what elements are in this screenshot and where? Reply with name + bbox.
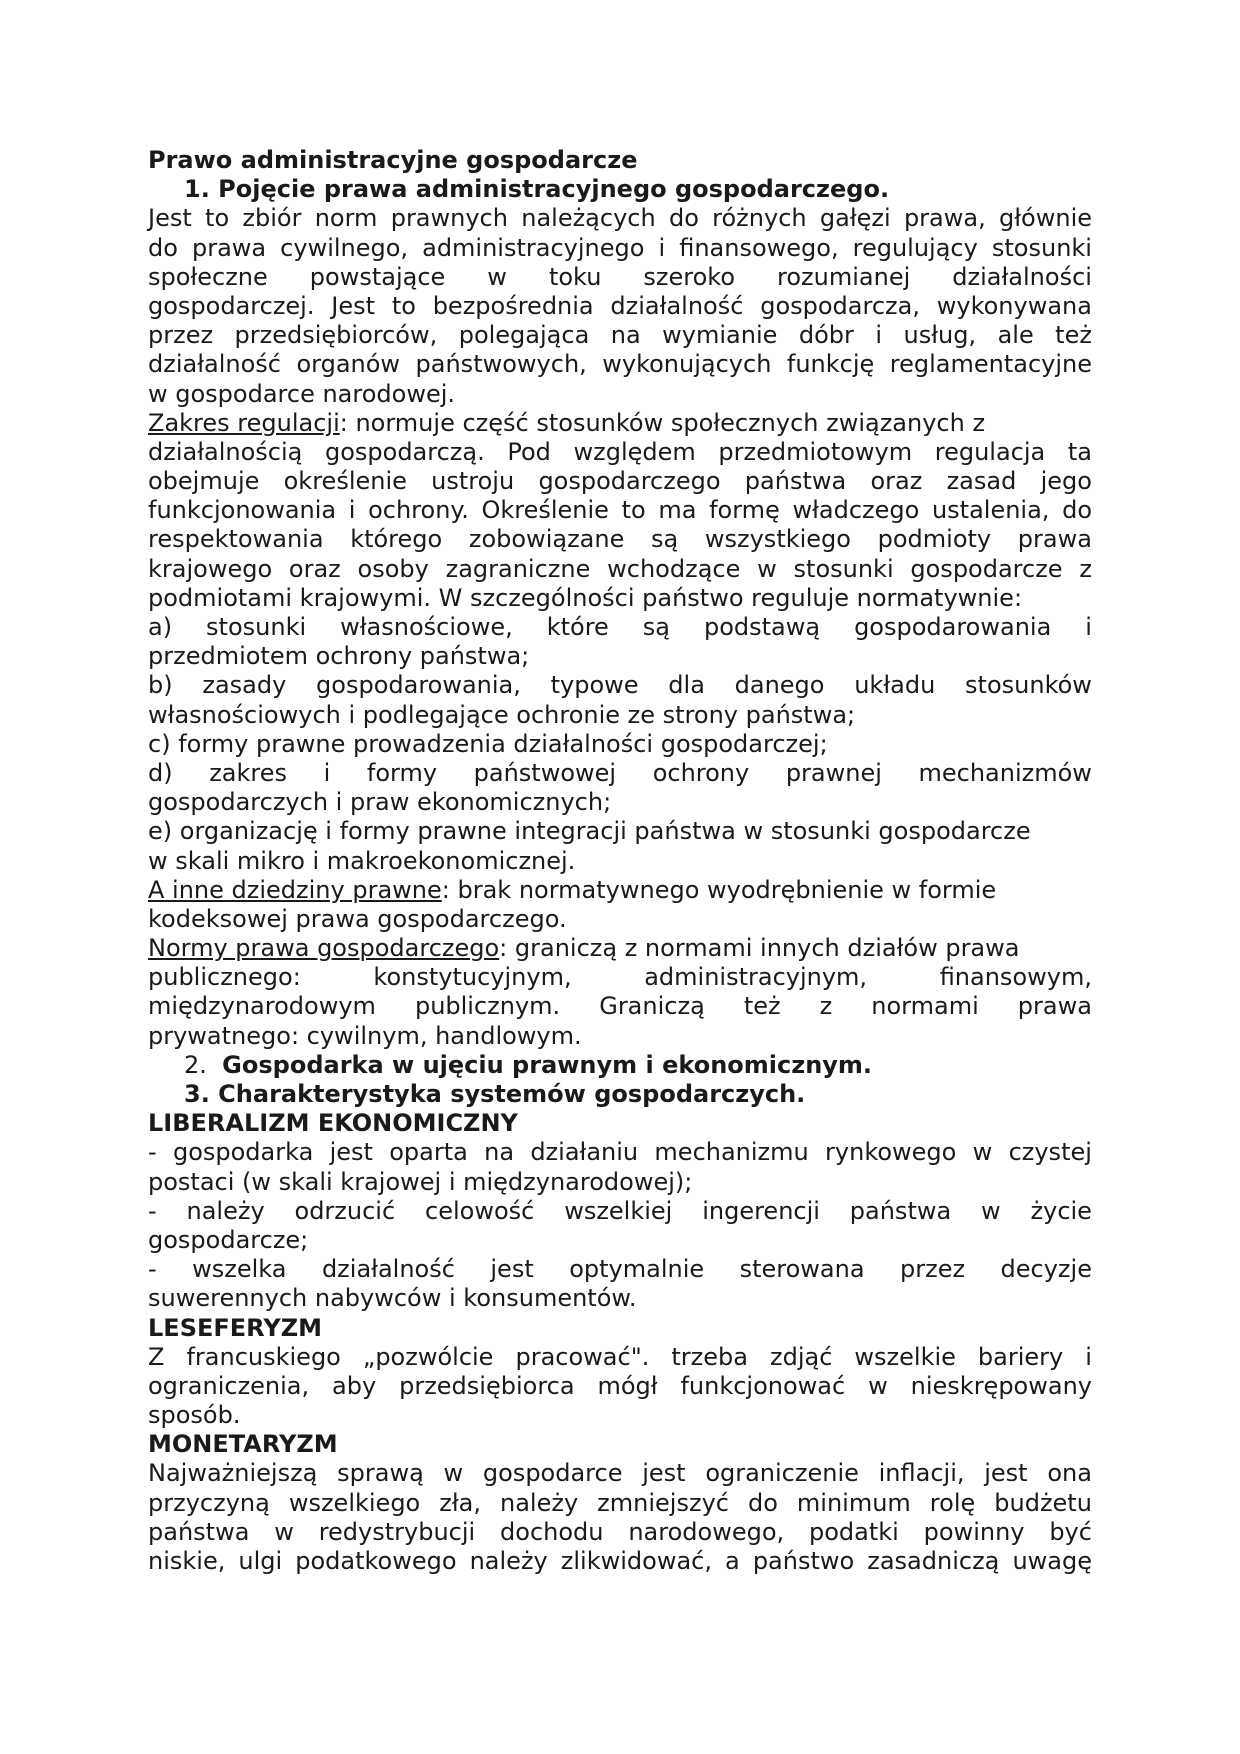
text-line: gospodarcze;	[148, 1225, 309, 1254]
text-line: kodeksowej prawa gospodarczego.	[148, 904, 567, 933]
list-item: gospodarczych i praw ekonomicznych;	[148, 788, 612, 817]
paragraph-inne	[148, 876, 1092, 934]
text-line: - wszelka działalność jest optymalnie sterowana przez decyzje	[148, 1255, 1092, 1284]
list-item: przedmiotem ochrony państwa;	[148, 642, 530, 671]
text-line: działalność organów państwowych, wykonujących funkcję reglamentacyjne	[148, 350, 1092, 379]
document-title: Prawo administracyjne gospodarcze	[148, 146, 638, 174]
text-line: przyczyną wszelkiego zła, należy zmniejszyć do minimum rolę budżetu	[148, 1488, 1092, 1517]
text-line: podmiotami krajowymi. W szczególności państwo reguluje normatywnie:	[148, 583, 1023, 612]
text-line	[148, 409, 1092, 438]
text-line: - należy odrzucić celowość wszelkiej ingerencji państwa w życie	[148, 1196, 1092, 1225]
liberalizm-section	[148, 1138, 1092, 1313]
paragraph-normy	[148, 934, 1092, 1051]
leseferyzm-title: LESEFERYZM	[148, 1313, 322, 1342]
normy-text: : graniczą z normami innych działów prawa	[499, 934, 1020, 963]
section-heading-2	[148, 1051, 1092, 1080]
text-line: obejmuje określenie ustroju gospodarczego państwa oraz zasad jego	[148, 467, 1092, 496]
zakres-label: Zakres regulacji	[148, 408, 340, 437]
text-line: postaci (w skali krajowej i międzynarodowej);	[148, 1167, 693, 1196]
text-line: działalnością gospodarczą. Pod względem przedmiotowym regulacja ta	[148, 437, 1092, 466]
inne-text: : brak normatywnego wyodrębnienie w formie	[441, 875, 997, 904]
list-item: b) zasady gospodarowania, typowe dla danego układu stosunków	[148, 671, 1092, 700]
text-line	[148, 934, 1092, 963]
paragraph-zakres	[148, 409, 1092, 613]
list-item: a) stosunki własnościowe, które są podstawą gospodarowania i	[148, 613, 1092, 641]
text-line: niskie, ulgi podatkowego należy zlikwidować, a państwo zasadniczą uwagę	[148, 1547, 1092, 1575]
zakres-text: : normuje część stosunków społecznych związanych z	[339, 408, 986, 437]
text-line: - gospodarka jest oparta na działaniu mechanizmu rynkowego w czystej	[148, 1138, 1092, 1167]
paragraph-definition	[148, 204, 1092, 408]
text-line: krajowego oraz osoby zagraniczne wchodzące w stosunki gospodarcze z	[148, 554, 1092, 583]
text-line: międzynarodowym publicznym. Graniczą też z normami prawa	[148, 992, 1092, 1021]
text-line: respektowania którego zobowiązane są wszystkiego podmioty prawa	[148, 525, 1092, 554]
text-line: ograniczenia, aby przedsiębiorca mógł funkcjonować w nieskrępowany	[148, 1371, 1092, 1400]
text-line: publicznego: konstytucyjnym, administracyjnym, finansowym,	[148, 963, 1092, 992]
list-item: c) formy prawne prowadzenia działalności gospodarczej;	[148, 729, 828, 758]
normy-label: Normy prawa gospodarczego	[148, 934, 500, 963]
text-line: funkcjonowania i ochrony. Określenie to ma formę władczego ustalenia, do	[148, 496, 1092, 525]
list-item: d) zakres i formy państwowej ochrony prawnej mechanizmów	[148, 758, 1092, 787]
text-line: sposób.	[148, 1401, 241, 1430]
text-line: przez przedsiębiorców, polegająca na wymianie dóbr i usług, ale też	[148, 321, 1092, 350]
text-line: w gospodarce narodowej.	[148, 379, 456, 408]
text-line	[148, 876, 1092, 905]
document-page	[148, 146, 1092, 1576]
text-line: Najważniejszą sprawą w gospodarce jest ograniczenie inflacji, jest ona	[148, 1459, 1092, 1488]
heading-2-text: Gospodarka w ujęciu prawnym i ekonomicznym.	[222, 1050, 873, 1079]
text-line: państwa w redystrybucji dochodu narodowego, podatki powinny być	[148, 1517, 1092, 1546]
text-line: Jest to zbiór norm prawnych należących do różnych gałęzi prawa, głównie	[148, 204, 1092, 233]
text-line: gospodarczej. Jest to bezpośrednia działalność gospodarcza, wykonywana	[148, 291, 1092, 320]
liberalizm-title: LIBERALIZM EKONOMICZNY	[148, 1109, 518, 1138]
text-line: Z francuskiego „pozwólcie pracować". trzeba zdjąć wszelkie bariery i	[148, 1342, 1092, 1371]
list-item: e) organizację i formy prawne integracji państwa w stosunki gospodarcze	[148, 817, 1031, 846]
text-line: do prawa cywilnego, administracyjnego i finansowego, regulujący stosunki	[148, 233, 1092, 262]
section-heading-1: 1. Pojęcie prawa administracyjnego gospodarczego.	[184, 175, 890, 204]
text-line: prywatnego: cywilnym, handlowym.	[148, 1021, 582, 1050]
list-regulation	[148, 613, 1092, 876]
inne-label: A inne dziedziny prawne	[148, 875, 442, 904]
text-line: suwerennych nabywców i konsumentów.	[148, 1284, 637, 1313]
monetaryzm-section	[148, 1459, 1092, 1576]
monetaryzm-title: MONETARYZM	[148, 1430, 338, 1459]
list-item: w skali mikro i makroekonomicznej.	[148, 846, 576, 875]
text-line: społeczne powstające w toku szeroko rozumianej działalności	[148, 262, 1092, 291]
list-item: własnościowych i podlegające ochronie ze strony państwa;	[148, 700, 856, 729]
heading-2-number: 2.	[184, 1050, 207, 1079]
section-heading-3: 3. Charakterystyka systemów gospodarczych.	[184, 1080, 806, 1108]
leseferyzm-section	[148, 1343, 1092, 1431]
